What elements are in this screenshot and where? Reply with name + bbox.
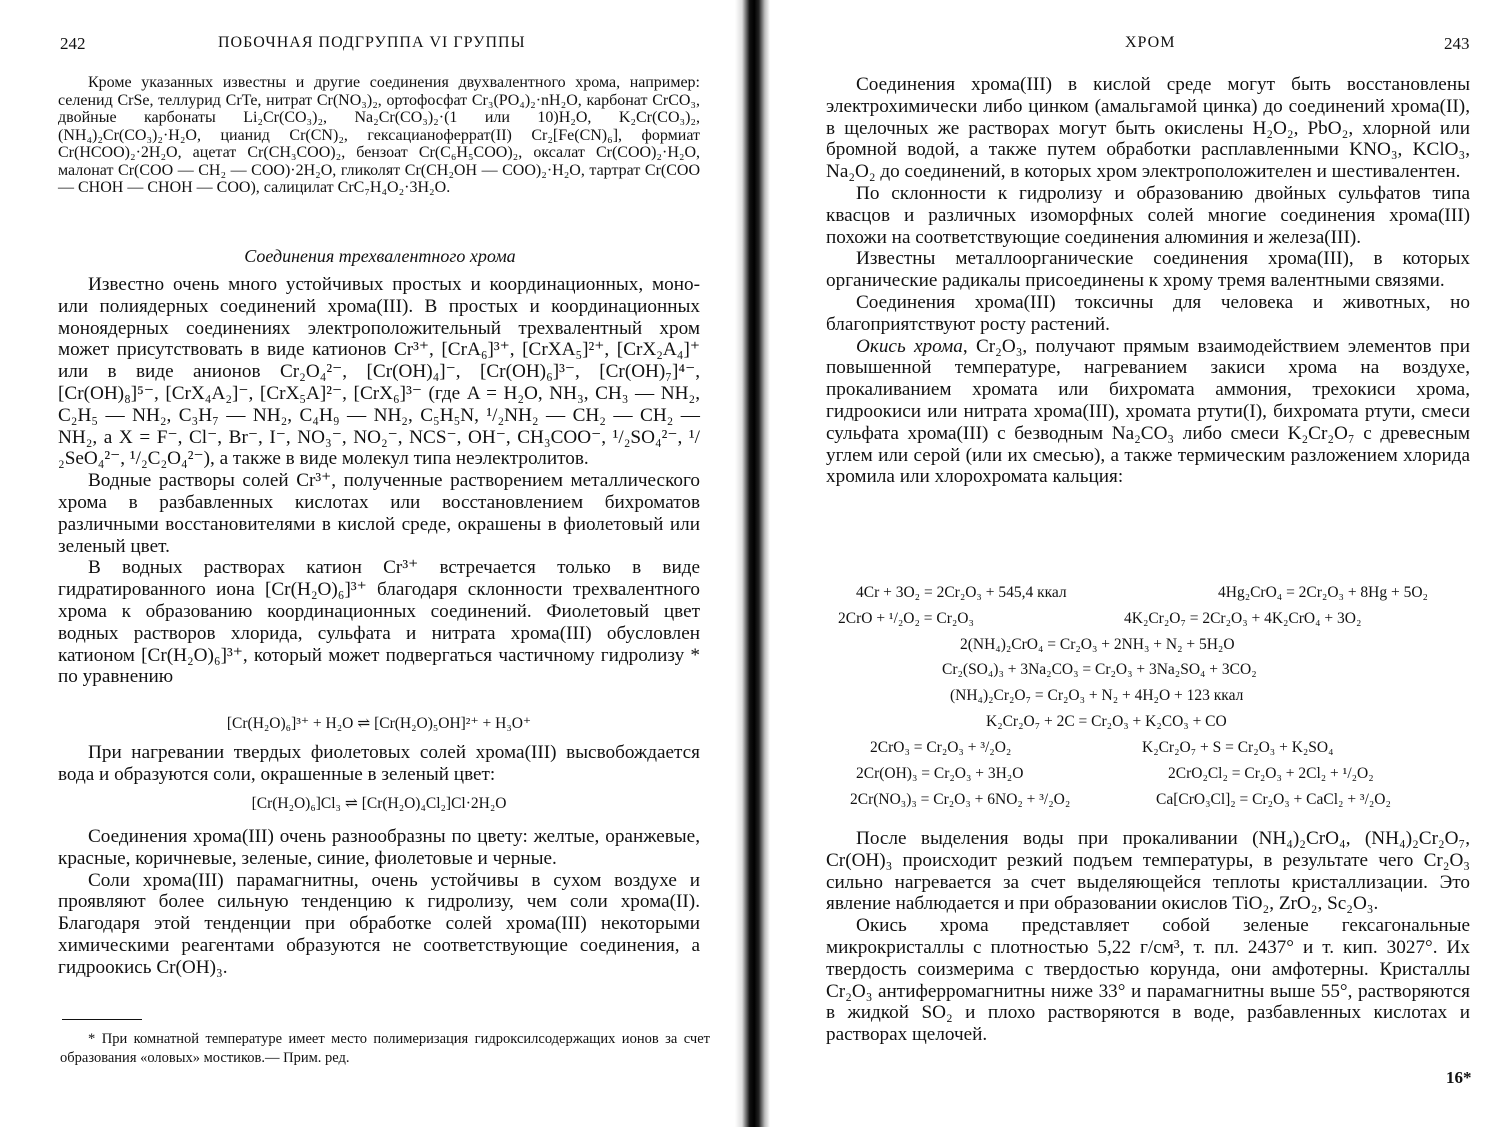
page-number: 243 [1444,34,1470,53]
reaction: Cr₂(SO₄)₃ + 3Na₂CO₃ = Cr₂O₃ + 3Na₂SO₄ + 3CO₂ [942,661,1257,678]
equation: [Cr(H₂O)₆]³⁺ + H₂O ⇌ [Cr(H₂O)₅OH]²⁺ + H₃O⁺ [226,715,532,732]
reaction: 4K₂Cr₂O₇ = 2Cr₂O₃ + 4K₂CrO₄ + 3O₂ [1124,610,1362,627]
body-block-b [826,828,1470,1046]
right-page [770,0,1504,1127]
body-block-a [58,274,700,688]
footnote-rule [62,1019,142,1020]
term-italic: Окись хрома [856,335,963,357]
reaction: 2CrO + ¹/₂O₂ = Cr₂O₃ [838,610,974,627]
reaction: 2CrO₃ = Cr₂O₃ + ³/₂O₂ [870,739,1012,756]
paragraph: После выделения воды при прокаливании (NH₄)₂CrO₄, (NH₄)₂Cr₂O₇, Cr(OH)₃ происходит резкий подъем температуры, в результате чего Cr₂O₃ сильно нагревается за счет выделяющейся теплоты кристаллизации. Это явление наблюдается и при образовании окислов TiO₂, ZrO₂, Sc₂O₃. [826,828,1470,915]
reaction: Ca[CrO₃Cl]₂ = Cr₂O₃ + CaCl₂ + ³/₂O₂ [1156,791,1391,808]
reaction: 2(NH₄)₂CrO₄ = Cr₂O₃ + 2NH₃ + N₂ + 5H₂O [960,636,1235,653]
section-title: Соединения трехвалентного хрома [244,246,516,266]
reaction: K₂Cr₂O₇ + S = Cr₂O₃ + K₂SO₄ [1142,739,1334,756]
reaction: (NH₄)₂Cr₂O₇ = Cr₂O₃ + N₂ + 4H₂O + 123 ккал [950,687,1244,704]
reaction: 4Hg₂CrO₄ = 2Cr₂O₃ + 8Hg + 5O₂ [1218,584,1428,601]
paragraph: По склонности к гидролизу и образованию двойных сульфатов типа квасцов и различных изоморфных солей многие соединения хрома(III) похожи на соответствующие соединения алюминия и железа(III). [826,182,1470,248]
paragraph: В водных растворах катион Cr³⁺ встречается только в виде гидратированного иона [Cr(H₂O)₆]³⁺ благодаря склонности трехвалентного хрома к образованию координационных соединений. Фиолетовый цвет водных растворов хлорида, сульфата и нитрата хрома(III) обусловлен катионом [Cr(H₂O)₆]³⁺, который может подвергаться частичному гидролизу * по уравнению [58,557,700,688]
paragraph: Соединения хрома(III) токсичны для человека и животных, но благоприятствуют росту растений. [826,291,1470,335]
reaction: 2CrO₂Cl₂ = Cr₂O₃ + 2Cl₂ + ¹/₂O₂ [1168,765,1374,782]
paragraph: Соединения хрома(III) в кислой среде могут быть восстановлены электрохимически либо цинком (амальгамой цинка) до соединений хрома(II), в щелочных же растворах могут быть окислены H₂O₂, PbO₂, хлорной или бромной водой, а также путем обработки расплавленными KNO₃, KClO₃, Na₂O₂ до соединений, в которых хром электроположителен и шестивалентен. [826,74,1470,183]
reaction: 2Cr(NO₃)₃ = Cr₂O₃ + 6NO₂ + ³/₂O₂ [850,791,1071,808]
paragraph: Соединения хрома(III) очень разнообразны по цвету: желтые, оранжевые, красные, коричневые, зеленые, синие, фиолетовые и черные. [58,826,700,869]
intro-paragraph: Кроме указанных известны и другие соединения двухвалентного хрома, например: селенид CrSe, теллурид CrTe, нитрат Cr(NO₃)₂, ортофосфат Cr₃(PO₄)₂·nH₂O, карбонат CrCO₃, двойные карбонаты Li₂Cr(CO₃)₂, Na₂Cr(CO₃)₂·(1 или 10)H₂O, K₂Cr(CO₃)₂, (NH₄)₂Cr(CO₃)₂·H₂O, цианид Cr(CN)₂, гексацианоферрат(II) Cr₂[Fe(CN)₆], формиат Cr(HCOO)₂·2H₂O, ацетат Cr(CH₃COO)₂, бензоат Cr(C₆H₅COO)₂, оксалат Cr(COO)₂·H₂O, малонат Cr(COO — CH₂ — COO)·2H₂O, гликолят Cr(CH₂OH — COO)₂·H₂O, тартрат Cr(COO — CHOH — CHOH — COO), салицилат CrC₇H₄O₂·3H₂O. [58,74,700,196]
left-page [0,0,735,1127]
body-block-c [58,826,700,979]
book-spine-shadow [735,0,770,1127]
paragraph: Известны металлоорганические соединения хрома(III), в которых органические радикалы присоединены к хрому тремя валентными связями. [826,248,1470,292]
body-block-a [826,74,1470,488]
running-header: ХРОМ [1125,34,1176,51]
paragraph: Водные растворы солей Cr³⁺, полученные растворением металлического хрома в разбавленных кислотах или восстановлением бихроматов различными восстановителями в кислой среде, окрашены в фиолетовый или зеленый цвет. [58,470,700,557]
paragraph: Известно очень много устойчивых простых и координационных, моно- или полиядерных соединений хрома(III). В простых и координационных моноядерных соединениях электроположительный трехвалентный хром может присутствовать в виде катионов Cr³⁺, [CrA₆]³⁺, [CrXA₅]²⁺, [CrX₂A₄]⁺ или в виде анионов Cr₂O₄²⁻, [Cr(OH)₄]⁻, [Cr(OH)₆]³⁻, [Cr(OH)₇]⁴⁻, [Cr(OH)₈]⁵⁻, [CrX₄A₂]⁻, [CrX₅A]²⁻, [CrX₆]³⁻ (где A = H₂O, NH₃, CH₃ — NH₂, C₂H₅ — NH₂, C₃H₇ — NH₂, C₄H₉ — NH₂, C₅H₅N, ¹/₂NH₂ — CH₂ — CH₂ — NH₂, а X = F⁻, Cl⁻, Br⁻, I⁻, NO₃⁻, NO₂⁻, NCS⁻, OH⁻, CH₃COO⁻, ¹/₂SO₄²⁻, ¹/₂SeO₄²⁻, ¹/₂C₂O₄²⁻), а также в виде молекул типа неэлектролитов. [58,274,700,470]
signature-mark: 16* [1446,1068,1472,1087]
paragraph: Окись хрома, Cr₂O₃, получают прямым взаимодействием элементов при повышенной температуре, нагреванием закиси хрома на воздухе, прокаливанием хромата или бихромата аммония, трехокиси хрома, гидроокиси или нитрата хрома(III), хромата ртути(I), бихромата ртути, смеси сульфата хрома(III) с безводным Na₂CO₃ либо смеси K₂Cr₂O₇ с древесным углем или серой (или их смесью), а также термическим разложением хлорида хромила или хлорохромата кальция: [826,335,1470,488]
equation: [Cr(H₂O)₆]Cl₃ ⇌ [Cr(H₂O)₄Cl₂]Cl·2H₂O [251,795,507,812]
reaction: K₂Cr₂O₇ + 2C = Cr₂O₃ + K₂CO₃ + CO [986,713,1227,730]
reaction: 2Cr(OH)₃ = Cr₂O₃ + 3H₂O [856,765,1024,782]
body-block-b [58,742,700,786]
reaction: 4Cr + 3O₂ = 2Cr₂O₃ + 545,4 ккал [856,584,1067,601]
paragraph: Окись хрома представляет собой зеленые гексагональные микрокристаллы с плотностью 5,22 г/см³, т. пл. 2437° и т. кип. 3027°. Их твердость соизмерима с твердостью корунда, они амфотерны. Кристаллы Cr₂O₃ антиферромагнитны ниже 33° и парамагнитны выше 55°, растворяются в жидкой SO₂ и плохо растворяются в воде, разбавленных кислотах и растворах щелочей. [826,915,1470,1046]
page-number: 242 [60,34,86,53]
paragraph: При нагревании твердых фиолетовых солей хрома(III) высвобождается вода и образуются соли, окрашенные в зеленый цвет: [58,742,700,785]
footnote: * При комнатной температуре имеет место полимеризация гидроксилсодержащих ионов за счет образования «оловых» мостиков.— Прим. ред. [60,1031,710,1066]
running-header: ПОБОЧНАЯ ПОДГРУППА VI ГРУППЫ [218,34,526,51]
paragraph: Соли хрома(III) парамагнитны, очень устойчивы в сухом воздухе и проявляют более сильную тенденцию к гидролизу, чем соли хрома(II). Благодаря этой тенденции при обработке солей хрома(III) некоторыми химическими реагентами образуются не соответствующие соединения, а гидроокись Cr(OH)₃. [58,869,700,978]
